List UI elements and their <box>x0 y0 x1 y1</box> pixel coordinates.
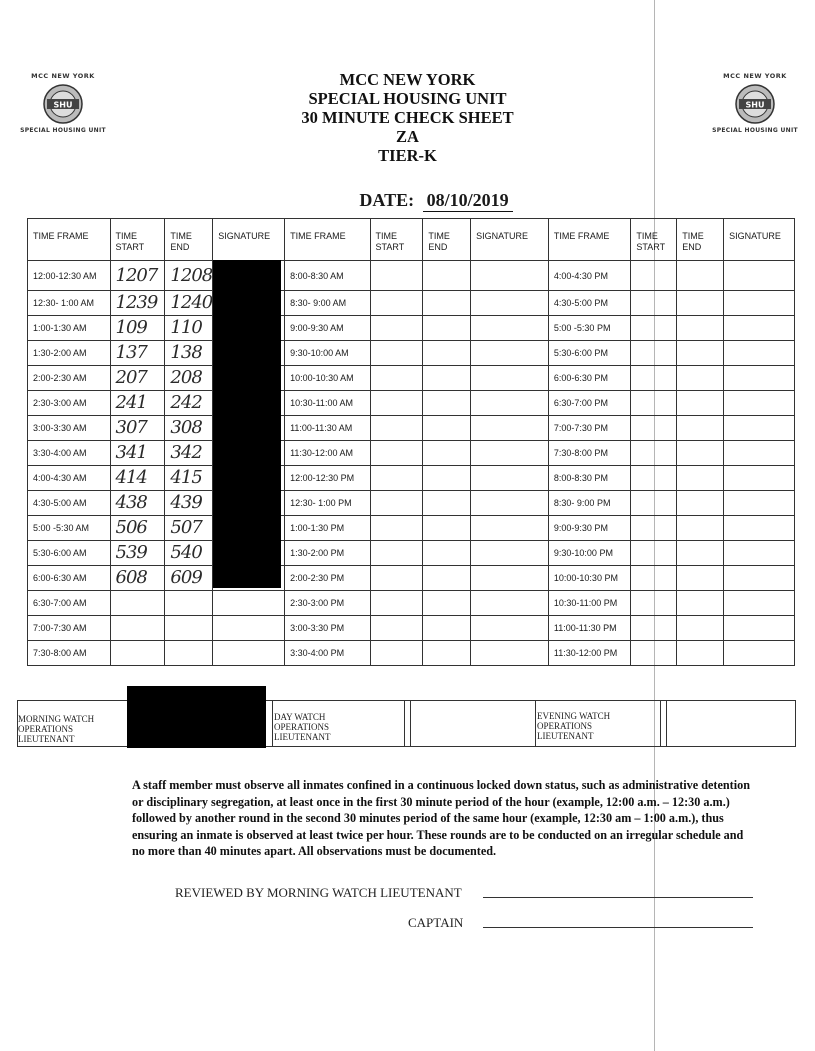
time-end-cell <box>165 591 213 616</box>
time-frame-cell: 5:00 -5:30 PM <box>548 316 631 341</box>
evening-watch-line: LIEUTENANT <box>537 731 594 741</box>
signature-cell <box>724 416 795 441</box>
time-end-cell <box>423 516 471 541</box>
logo-right-bottom-text: SPECIAL HOUSING UNIT <box>712 127 798 134</box>
time-end-cell <box>677 466 724 491</box>
time-end-cell <box>423 261 471 291</box>
time-start-cell <box>370 491 423 516</box>
time-frame-cell: 4:30-5:00 PM <box>548 291 631 316</box>
time-start-cell <box>631 441 677 466</box>
signature-cell <box>471 641 549 666</box>
time-end-cell <box>677 416 724 441</box>
time-frame-cell: 6:00-6:30 AM <box>28 566 111 591</box>
signature-cell <box>471 491 549 516</box>
signature-cell <box>724 491 795 516</box>
time-start-cell <box>370 441 423 466</box>
signature-cell <box>471 466 549 491</box>
signature-cell <box>471 341 549 366</box>
time-frame-cell: 2:00-2:30 PM <box>285 566 370 591</box>
logo-left-bottom-text: SPECIAL HOUSING UNIT <box>20 127 106 134</box>
time-end-cell <box>423 391 471 416</box>
time-frame-cell: 3:00-3:30 AM <box>28 416 111 441</box>
time-end-cell <box>677 591 724 616</box>
signature-cell <box>724 616 795 641</box>
time-start-cell: 438 <box>110 491 165 516</box>
morning-watch-line: MORNING WATCH <box>18 714 95 724</box>
header-facility: MCC NEW YORK <box>339 70 476 89</box>
time-end-cell <box>423 641 471 666</box>
logo-left-top-text: MCC NEW YORK <box>31 72 95 80</box>
time-frame-cell: 11:30-12:00 PM <box>548 641 631 666</box>
table-row <box>28 441 795 466</box>
time-start-cell: 109 <box>110 316 165 341</box>
time-start-cell <box>631 541 677 566</box>
time-end-cell <box>677 441 724 466</box>
time-start-cell <box>631 391 677 416</box>
time-start-cell <box>370 341 423 366</box>
time-frame-cell: 10:00-10:30 PM <box>548 566 631 591</box>
signature-cell <box>724 466 795 491</box>
signature-cell <box>724 316 795 341</box>
signature-cell <box>471 416 549 441</box>
time-start-cell <box>370 391 423 416</box>
date-label: DATE: <box>359 190 415 210</box>
divider <box>404 700 405 747</box>
date-value: 08/10/2019 <box>423 190 513 212</box>
time-end-cell <box>423 416 471 441</box>
col-header: TIME START <box>110 219 165 261</box>
table-row <box>28 541 795 566</box>
time-frame-cell: 8:00-8:30 PM <box>548 466 631 491</box>
check-sheet-table <box>27 218 795 666</box>
time-end-cell <box>423 616 471 641</box>
time-frame-cell: 9:00-9:30 PM <box>548 516 631 541</box>
time-start-cell <box>110 641 165 666</box>
time-frame-cell: 2:00-2:30 AM <box>28 366 111 391</box>
time-end-cell <box>423 341 471 366</box>
logo-right-center-text: SHU <box>745 100 765 110</box>
time-start-cell <box>631 366 677 391</box>
col-header: TIME START <box>631 219 677 261</box>
time-end-cell <box>677 491 724 516</box>
time-start-cell <box>631 641 677 666</box>
time-end-cell <box>677 316 724 341</box>
captain-signature-line <box>483 927 753 928</box>
time-end-cell <box>677 291 724 316</box>
morning-watch-label <box>18 714 94 744</box>
divider <box>410 700 411 747</box>
time-end-cell: 415 <box>165 466 213 491</box>
time-end-cell <box>677 261 724 291</box>
time-start-cell <box>370 616 423 641</box>
time-end-cell <box>423 316 471 341</box>
day-watch-label <box>274 712 330 742</box>
day-watch-line: OPERATIONS <box>274 722 330 732</box>
reviewed-by-label: REVIEWED BY MORNING WATCH LIEUTENANT <box>175 885 462 900</box>
time-end-cell <box>165 616 213 641</box>
logo-right-top-text: MCC NEW YORK <box>723 72 787 80</box>
time-start-cell <box>110 591 165 616</box>
time-start-cell: 414 <box>110 466 165 491</box>
time-end-cell: 208 <box>165 366 213 391</box>
time-frame-cell: 10:30-11:00 PM <box>548 591 631 616</box>
time-end-cell: 439 <box>165 491 213 516</box>
signature-cell <box>724 441 795 466</box>
time-end-cell <box>423 466 471 491</box>
time-frame-cell: 6:00-6:30 PM <box>548 366 631 391</box>
signature-cell <box>724 391 795 416</box>
evening-watch-label <box>537 711 610 741</box>
time-frame-cell: 3:00-3:30 PM <box>285 616 370 641</box>
document-header <box>0 70 815 165</box>
day-watch-line: LIEUTENANT <box>274 732 331 742</box>
time-start-cell <box>631 516 677 541</box>
time-frame-cell: 6:30-7:00 AM <box>28 591 111 616</box>
time-start-cell <box>370 566 423 591</box>
time-start-cell <box>631 591 677 616</box>
evening-watch-line: OPERATIONS <box>537 721 593 731</box>
time-start-cell <box>631 416 677 441</box>
time-end-cell <box>677 616 724 641</box>
time-end-cell <box>423 491 471 516</box>
time-frame-cell: 1:00-1:30 PM <box>285 516 370 541</box>
col-header: SIGNATURE <box>213 219 285 261</box>
table-row <box>28 316 795 341</box>
col-header: TIME START <box>370 219 423 261</box>
divider <box>272 700 273 747</box>
col-header: TIME END <box>165 219 213 261</box>
time-start-cell <box>631 341 677 366</box>
time-start-cell: 341 <box>110 441 165 466</box>
time-frame-cell: 7:00-7:30 AM <box>28 616 111 641</box>
divider <box>535 700 536 747</box>
signature-cell <box>724 261 795 291</box>
col-header: SIGNATURE <box>471 219 549 261</box>
time-start-cell: 1239 <box>110 291 165 316</box>
time-frame-cell: 3:30-4:00 AM <box>28 441 111 466</box>
signature-redaction <box>213 260 281 588</box>
time-end-cell <box>423 441 471 466</box>
time-frame-cell: 12:30- 1:00 AM <box>28 291 111 316</box>
col-header: TIME END <box>677 219 724 261</box>
time-start-cell: 608 <box>110 566 165 591</box>
time-frame-cell: 10:30-11:00 AM <box>285 391 370 416</box>
header-unit: SPECIAL HOUSING UNIT <box>308 89 507 108</box>
signature-cell <box>724 541 795 566</box>
time-start-cell <box>631 466 677 491</box>
col-header: TIME FRAME <box>285 219 370 261</box>
time-end-cell <box>677 566 724 591</box>
day-watch-line: DAY WATCH <box>274 712 326 722</box>
time-frame-cell: 10:00-10:30 AM <box>285 366 370 391</box>
time-end-cell: 1208 <box>165 261 213 291</box>
time-frame-cell: 12:00-12:30 PM <box>285 466 370 491</box>
time-start-cell <box>631 616 677 641</box>
evening-watch-line: EVENING WATCH <box>537 711 611 721</box>
signature-cell <box>213 641 285 666</box>
time-start-cell <box>370 316 423 341</box>
time-frame-cell: 12:30- 1:00 PM <box>285 491 370 516</box>
signature-cell <box>471 541 549 566</box>
table-row <box>28 466 795 491</box>
header-sheet-title: 30 MINUTE CHECK SHEET <box>301 108 514 127</box>
table-header-row <box>28 219 795 261</box>
time-end-cell <box>165 641 213 666</box>
signature-cell <box>471 441 549 466</box>
table-row <box>28 491 795 516</box>
time-end-cell: 342 <box>165 441 213 466</box>
time-start-cell <box>370 416 423 441</box>
time-frame-cell: 2:30-3:00 PM <box>285 591 370 616</box>
time-frame-cell: 9:30-10:00 PM <box>548 541 631 566</box>
signature-cell <box>471 616 549 641</box>
time-frame-cell: 1:30-2:00 PM <box>285 541 370 566</box>
table-row <box>28 291 795 316</box>
signature-cell <box>724 641 795 666</box>
time-end-cell: 308 <box>165 416 213 441</box>
time-frame-cell: 2:30-3:00 AM <box>28 391 111 416</box>
table-row <box>28 366 795 391</box>
table-row <box>28 591 795 616</box>
time-start-cell: 1207 <box>110 261 165 291</box>
signature-cell <box>471 516 549 541</box>
table-row <box>28 261 795 291</box>
time-end-cell <box>677 366 724 391</box>
time-start-cell <box>631 491 677 516</box>
time-frame-cell: 5:30-6:00 PM <box>548 341 631 366</box>
time-end-cell: 242 <box>165 391 213 416</box>
table-row <box>28 616 795 641</box>
captain-label: CAPTAIN <box>408 915 464 930</box>
time-end-cell <box>677 516 724 541</box>
time-end-cell: 1240 <box>165 291 213 316</box>
time-frame-cell: 8:30- 9:00 AM <box>285 291 370 316</box>
time-end-cell <box>423 541 471 566</box>
time-start-cell <box>631 566 677 591</box>
signature-cell <box>471 366 549 391</box>
signature-cell <box>213 616 285 641</box>
time-start-cell: 539 <box>110 541 165 566</box>
time-start-cell <box>370 261 423 291</box>
time-end-cell <box>677 391 724 416</box>
time-end-cell <box>677 641 724 666</box>
time-frame-cell: 12:00-12:30 AM <box>28 261 111 291</box>
time-frame-cell: 7:30-8:00 PM <box>548 441 631 466</box>
time-frame-cell: 8:30- 9:00 PM <box>548 491 631 516</box>
time-frame-cell: 9:00-9:30 AM <box>285 316 370 341</box>
time-start-cell <box>370 641 423 666</box>
time-frame-cell: 11:00-11:30 PM <box>548 616 631 641</box>
time-start-cell: 241 <box>110 391 165 416</box>
time-end-cell <box>423 591 471 616</box>
time-start-cell <box>370 541 423 566</box>
time-start-cell: 207 <box>110 366 165 391</box>
col-header: SIGNATURE <box>724 219 795 261</box>
time-end-cell <box>677 541 724 566</box>
time-end-cell: 507 <box>165 516 213 541</box>
time-start-cell <box>370 591 423 616</box>
time-end-cell: 110 <box>165 316 213 341</box>
time-frame-cell: 11:30-12:00 AM <box>285 441 370 466</box>
signature-cell <box>724 366 795 391</box>
reviewed-by-signature-line <box>483 897 753 898</box>
header-tier: TIER-K <box>378 146 437 165</box>
time-start-cell: 307 <box>110 416 165 441</box>
signature-cell <box>724 291 795 316</box>
morning-watch-line: LIEUTENANT <box>18 734 75 744</box>
time-frame-cell: 5:00 -5:30 AM <box>28 516 111 541</box>
table-row <box>28 416 795 441</box>
table-row <box>28 641 795 666</box>
time-frame-cell: 3:30-4:00 PM <box>285 641 370 666</box>
time-frame-cell: 9:30-10:00 AM <box>285 341 370 366</box>
logo-left-center-text: SHU <box>53 100 73 110</box>
time-end-cell <box>423 291 471 316</box>
signature-cell <box>724 566 795 591</box>
col-header: TIME FRAME <box>548 219 631 261</box>
signature-cell <box>471 391 549 416</box>
time-end-cell: 609 <box>165 566 213 591</box>
signature-cell <box>213 591 285 616</box>
time-start-cell: 137 <box>110 341 165 366</box>
date-row <box>0 190 815 212</box>
time-start-cell <box>370 466 423 491</box>
header-unit-code: ZA <box>396 127 419 146</box>
time-frame-cell: 11:00-11:30 AM <box>285 416 370 441</box>
time-start-cell <box>631 261 677 291</box>
time-start-cell <box>370 366 423 391</box>
divider <box>660 700 661 747</box>
morning-watch-line: OPERATIONS <box>18 724 74 734</box>
time-frame-cell: 4:30-5:00 AM <box>28 491 111 516</box>
time-frame-cell: 4:00-4:30 AM <box>28 466 111 491</box>
signature-cell <box>724 341 795 366</box>
observation-policy-note: A staff member must observe all inmates confined in a continuous locked down status, such as administrative detention or disciplinary segregation, at least once in the first 30 minute period of the hour (example, 12:00 a.m. – 12:30 a.m.) followed by another round in the second 30 minutes period of the same hour (example, 12:30 am – 1:00 a.m.), thus ensuring an inmate is observed at least twice per hour. These rounds are to be conducted on an irregular schedule and no more than 40 minutes apart. All observations must be documented. <box>132 778 750 858</box>
signature-cell <box>471 566 549 591</box>
signature-cell <box>471 261 549 291</box>
time-start-cell <box>370 291 423 316</box>
time-frame-cell: 7:30-8:00 AM <box>28 641 111 666</box>
signature-cell <box>471 591 549 616</box>
col-header: TIME END <box>423 219 471 261</box>
time-end-cell: 540 <box>165 541 213 566</box>
time-frame-cell: 7:00-7:30 PM <box>548 416 631 441</box>
signature-cell <box>471 291 549 316</box>
signature-cell <box>724 516 795 541</box>
table-row <box>28 566 795 591</box>
time-frame-cell: 4:00-4:30 PM <box>548 261 631 291</box>
time-end-cell <box>677 341 724 366</box>
signature-cell <box>471 316 549 341</box>
time-frame-cell: 5:30-6:00 AM <box>28 541 111 566</box>
time-start-cell <box>110 616 165 641</box>
signature-cell <box>724 591 795 616</box>
time-frame-cell: 1:00-1:30 AM <box>28 316 111 341</box>
time-start-cell <box>370 516 423 541</box>
divider <box>666 700 667 747</box>
time-end-cell <box>423 566 471 591</box>
table-row <box>28 516 795 541</box>
time-frame-cell: 6:30-7:00 PM <box>548 391 631 416</box>
time-frame-cell: 8:00-8:30 AM <box>285 261 370 291</box>
time-end-cell <box>423 366 471 391</box>
table-row <box>28 341 795 366</box>
lieutenant-signature-redaction <box>127 686 266 748</box>
time-start-cell: 506 <box>110 516 165 541</box>
time-start-cell <box>631 316 677 341</box>
time-start-cell <box>631 291 677 316</box>
time-frame-cell: 1:30-2:00 AM <box>28 341 111 366</box>
table-row <box>28 391 795 416</box>
col-header: TIME FRAME <box>28 219 111 261</box>
time-end-cell: 138 <box>165 341 213 366</box>
